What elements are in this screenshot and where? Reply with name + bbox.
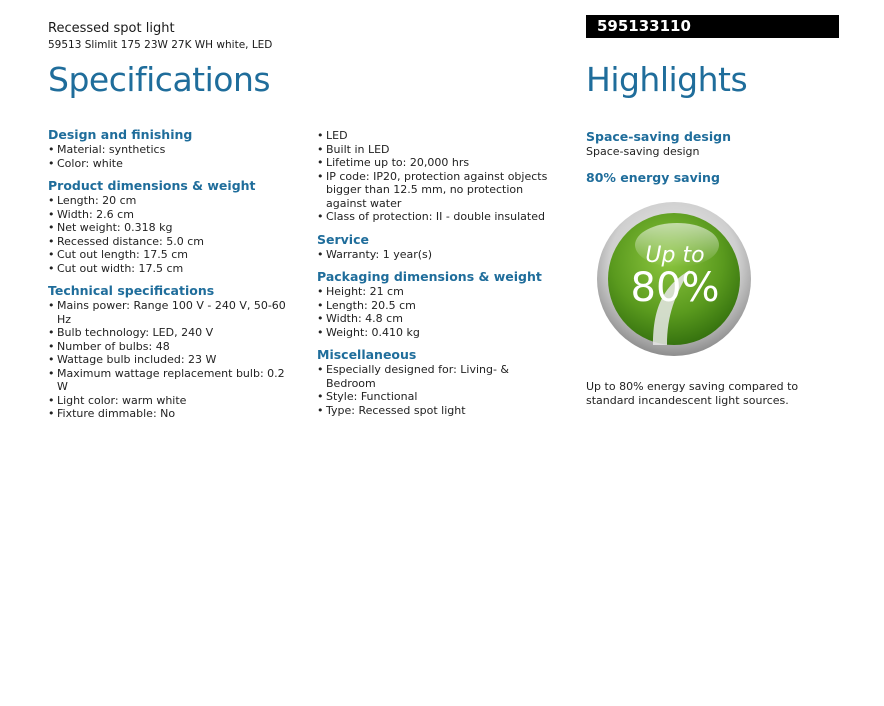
spec-item: • Fixture dimmable: No: [48, 407, 298, 421]
spec-item: • Height: 21 cm: [317, 285, 562, 299]
spec-column-1: [48, 127, 298, 429]
spec-item: • Bulb technology: LED, 240 V: [48, 326, 298, 340]
spec-item: • Number of bulbs: 48: [48, 340, 298, 354]
specifications-heading: Specifications: [48, 60, 271, 99]
energy-saving-badge-icon: [595, 200, 753, 358]
section-heading: Packaging dimensions & weight: [317, 269, 542, 284]
spec-item: • LED: [317, 129, 562, 143]
badge-line-1: Up to: [645, 243, 705, 268]
spec-column-2: [317, 129, 562, 425]
product-code-bar: 595133110: [586, 15, 839, 38]
highlight-section: [586, 170, 836, 185]
section-heading: Miscellaneous: [317, 347, 417, 362]
section-heading: Service: [317, 231, 369, 247]
highlights-heading: Highlights: [586, 60, 748, 99]
section-heading: Technical specifications: [48, 283, 215, 298]
spec-section: [317, 232, 562, 262]
spec-section: [48, 127, 298, 170]
spec-item: • Weight: 0.410 kg: [317, 326, 562, 340]
product-title: Recessed spot light: [48, 21, 175, 36]
highlights-column: [586, 129, 836, 197]
badge-line-2: 80%: [630, 265, 720, 311]
spec-item: • Type: Recessed spot light: [317, 404, 562, 418]
spec-item: • Length: 20.5 cm: [317, 299, 562, 313]
spec-section: [48, 283, 298, 421]
spec-item: • Width: 2.6 cm: [48, 208, 298, 222]
highlight-section: [586, 129, 836, 158]
spec-item: • Light color: warm white: [48, 394, 298, 408]
spec-section: [317, 269, 562, 339]
section-heading: Product dimensions & weight: [48, 178, 256, 193]
spec-item: • Built in LED: [317, 143, 562, 157]
spec-section: [317, 129, 562, 224]
spec-item: • Maximum wattage replacement bulb: 0.2 W: [48, 367, 298, 394]
spec-item: • Width: 4.8 cm: [317, 312, 562, 326]
spec-item: • Especially designed for: Living- & Bedroom: [317, 363, 562, 390]
spec-item: • Warranty: 1 year(s): [317, 248, 562, 262]
spec-item: • Color: white: [48, 157, 298, 171]
section-heading: Design and finishing: [48, 127, 193, 142]
spec-item: • Recessed distance: 5.0 cm: [48, 235, 298, 249]
spec-item: • IP code: IP20, protection against objects bigger than 12.5 mm, no protection against water: [317, 170, 562, 211]
spec-section: [317, 347, 562, 417]
spec-item: • Lifetime up to: 20,000 hrs: [317, 156, 562, 170]
spec-item: • Style: Functional: [317, 390, 562, 404]
spec-item: • Length: 20 cm: [48, 194, 298, 208]
spec-item: • Class of protection: II - double insulated: [317, 210, 562, 224]
highlight-heading: Space-saving design: [586, 129, 731, 144]
spec-item: • Cut out width: 17.5 cm: [48, 262, 298, 276]
spec-item: • Wattage bulb included: 23 W: [48, 353, 298, 367]
energy-saving-caption: Up to 80% energy saving compared to standard incandescent light sources.: [586, 380, 799, 407]
spec-item: • Material: synthetics: [48, 143, 298, 157]
product-subtitle: 59513 Slimlit 175 23W 27K WH white, LED: [48, 39, 273, 51]
highlight-heading: 80% energy saving: [586, 170, 720, 185]
spec-section: [48, 178, 298, 275]
highlight-text: Space-saving design: [586, 145, 700, 158]
spec-item: • Cut out length: 17.5 cm: [48, 248, 298, 262]
spec-item: • Mains power: Range 100 V - 240 V, 50-60 Hz: [48, 299, 298, 326]
spec-item: • Net weight: 0.318 kg: [48, 221, 298, 235]
